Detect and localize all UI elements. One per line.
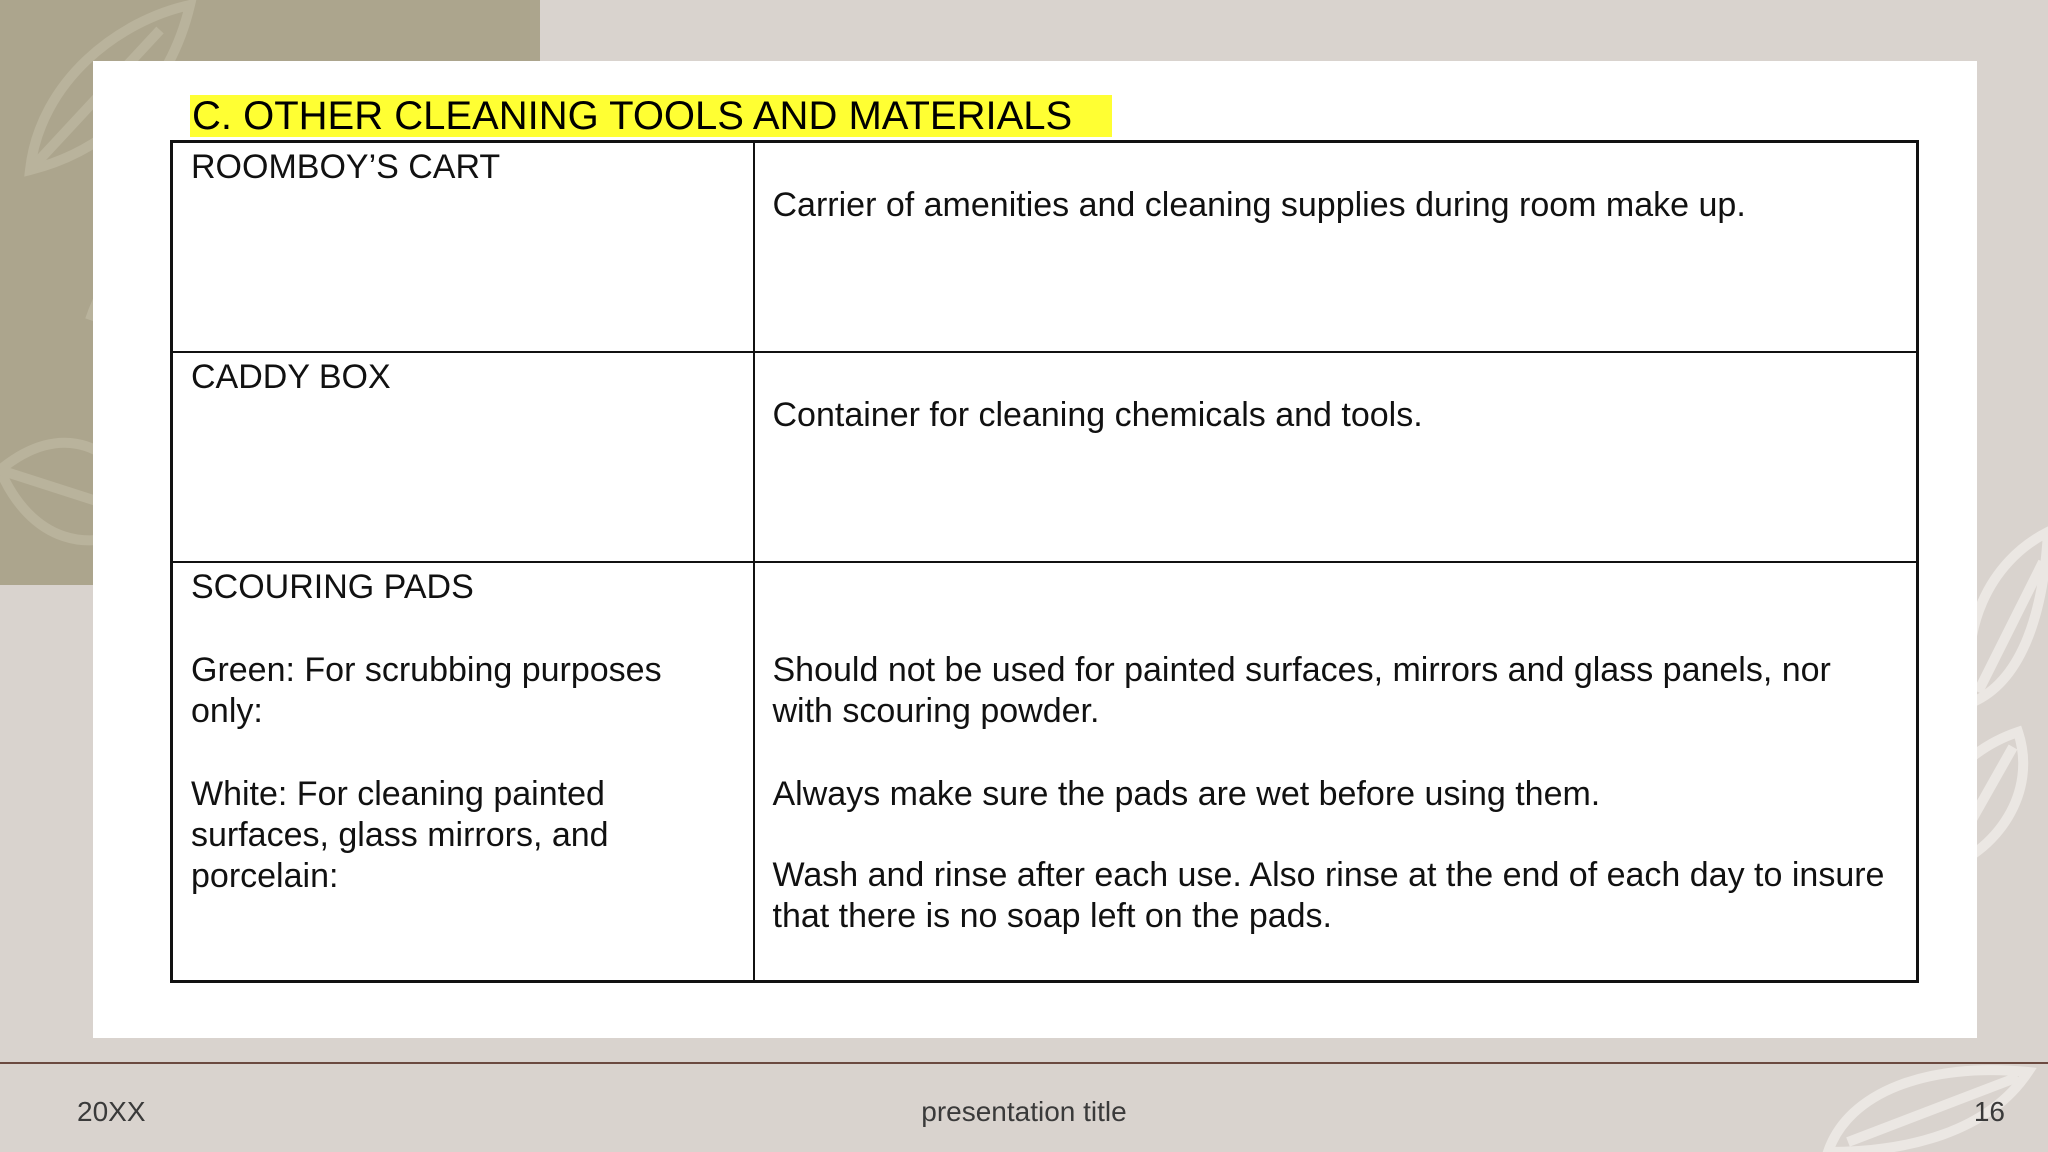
table-cell-term bbox=[172, 562, 754, 982]
description-note: Always make sure the pads are wet before using them. bbox=[772, 774, 1601, 813]
term-label: CADDY BOX bbox=[191, 357, 391, 396]
table-cell-term bbox=[172, 142, 754, 352]
table-row bbox=[172, 142, 1918, 352]
footer-presentation-title: presentation title bbox=[921, 1096, 1127, 1127]
footer-page-number: 16 bbox=[1973, 1096, 2005, 1127]
footer-date: 20XX bbox=[77, 1096, 146, 1127]
term-note-white: White: For cleaning painted surfaces, glass mirrors, and porcelain: bbox=[191, 774, 609, 895]
cleaning-tools-table bbox=[170, 140, 1919, 983]
description-note: Wash and rinse after each use. Also rinse at the end of each day to insure that there is no soap left on the pads. bbox=[772, 855, 1885, 935]
table-cell-description bbox=[754, 142, 1918, 352]
description-text: Carrier of amenities and cleaning supplies during room make up. bbox=[772, 186, 1746, 224]
term-label: SCOURING PADS bbox=[191, 567, 474, 606]
description-text: Container for cleaning chemicals and tools. bbox=[772, 395, 1423, 434]
table-cell-term bbox=[172, 352, 754, 562]
term-label: ROOMBOY’S CART bbox=[191, 148, 501, 186]
table-cell-description bbox=[754, 562, 1918, 982]
table-row bbox=[172, 352, 1918, 562]
description-note: Should not be used for painted surfaces, mirrors and glass panels, nor with scouring powder. bbox=[772, 650, 1831, 730]
table-cell-description bbox=[754, 352, 1918, 562]
term-note-green: Green: For scrubbing purposes only: bbox=[191, 650, 662, 730]
section-heading: C. OTHER CLEANING TOOLS AND MATERIALS bbox=[190, 95, 1112, 137]
table-row bbox=[172, 562, 1918, 982]
footer-divider bbox=[0, 1062, 2048, 1064]
